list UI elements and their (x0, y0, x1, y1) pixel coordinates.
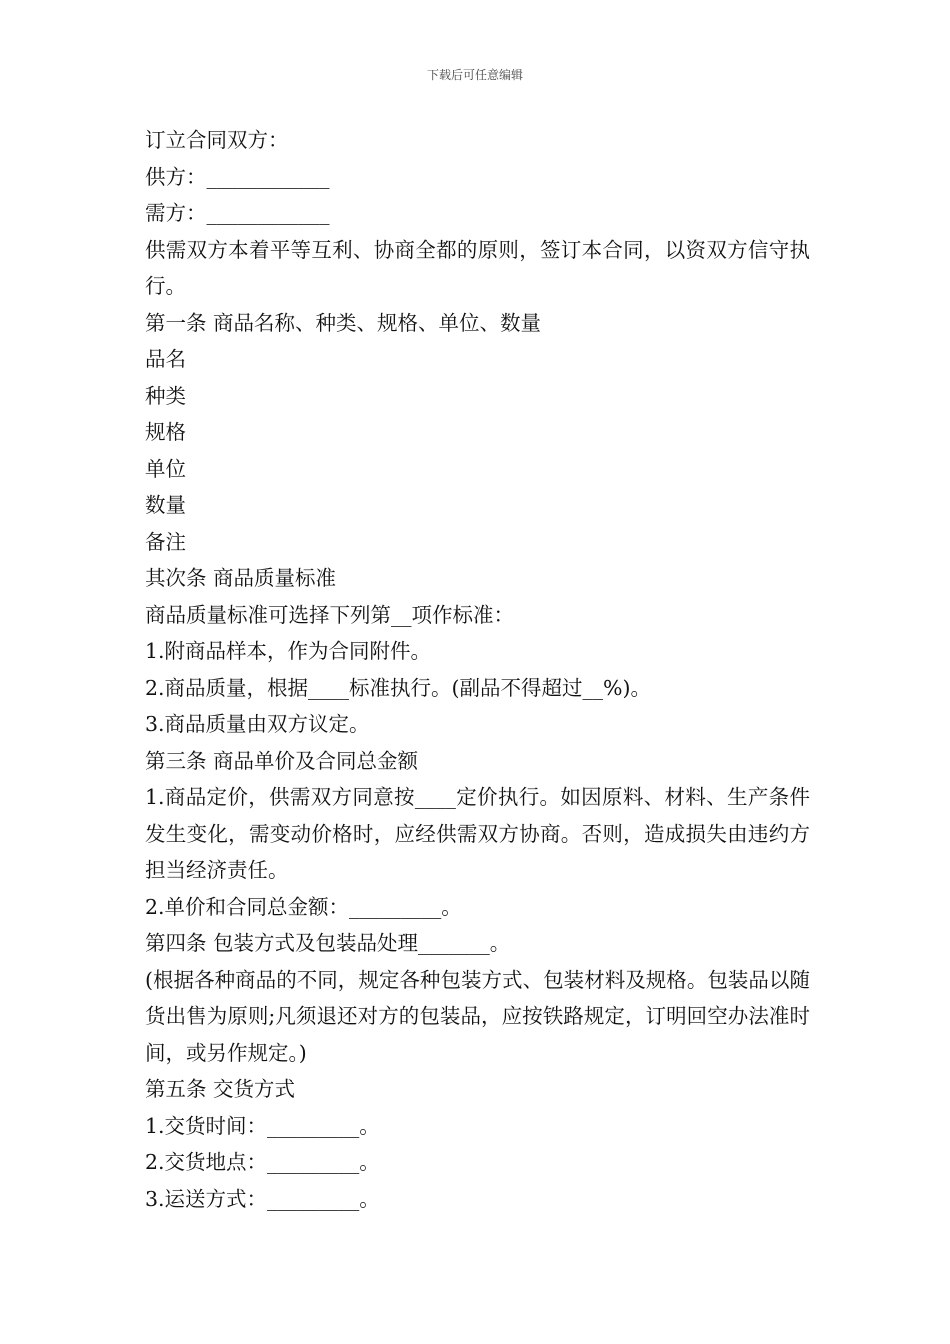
quality-item-1: 1.附商品样本，作为合同附件。 (145, 639, 432, 663)
field-category: 种类 (145, 383, 186, 408)
delivery-time: 1.交货时间：_________。 (145, 1113, 380, 1138)
pricing-item-1: 1.商品定价，供需双方同意按____定价执行。如因原料、材料、生产条件发生变化，需变动价格时，应经供需双方协商。否则，造成损失由违约方担当经济责任。 (145, 785, 810, 882)
delivery-place: 2.交货地点：_________。 (145, 1150, 380, 1174)
field-product-name: 品名 (145, 347, 186, 371)
field-remarks: 备注 (145, 529, 186, 554)
quality-item-2: 2.商品质量，根据____标准执行。(副品不得超过__%)。 (145, 675, 652, 700)
packaging-note: (根据各种商品的不同，规定各种包装方式、包装材料及规格。包装品以随货出售为原则;凡须退还对方的包装品，应按铁路规定，订明回空办法准时间，或另作规定。) (145, 967, 810, 1065)
buyer-line: 需方：____________ (145, 201, 330, 225)
page-header: 下载后可任意编辑 (426, 68, 523, 82)
article-1-heading: 第一条 商品名称、种类、规格、单位、数量 (145, 310, 542, 335)
supplier-line: 供方：____________ (145, 164, 330, 189)
parties-heading: 订立合同双方： (145, 128, 289, 152)
quality-item-3: 3.商品质量由双方议定。 (145, 712, 370, 736)
article-4-heading: 第四条 包装方式及包装品处理_______。 (145, 931, 511, 955)
article-2-heading: 其次条 商品质量标准 (145, 566, 337, 590)
field-unit: 单位 (145, 456, 186, 481)
delivery-method: 3.运送方式：_________。 (145, 1186, 380, 1211)
field-quantity: 数量 (145, 493, 186, 517)
pricing-item-2: 2.单价和合同总金额：_________。 (145, 894, 462, 919)
article-5-heading: 第五条 交货方式 (145, 1077, 296, 1101)
contract-body (145, 122, 810, 1217)
field-specification: 规格 (145, 420, 186, 444)
quality-standard-intro: 商品质量标准可选择下列第__项作标准： (145, 602, 514, 627)
preamble-paragraph: 供需双方本着平等互利、协商全都的原则，签订本合同，以资双方信守执行。 (145, 237, 810, 298)
article-3-heading: 第三条 商品单价及合同总金额 (145, 748, 419, 773)
